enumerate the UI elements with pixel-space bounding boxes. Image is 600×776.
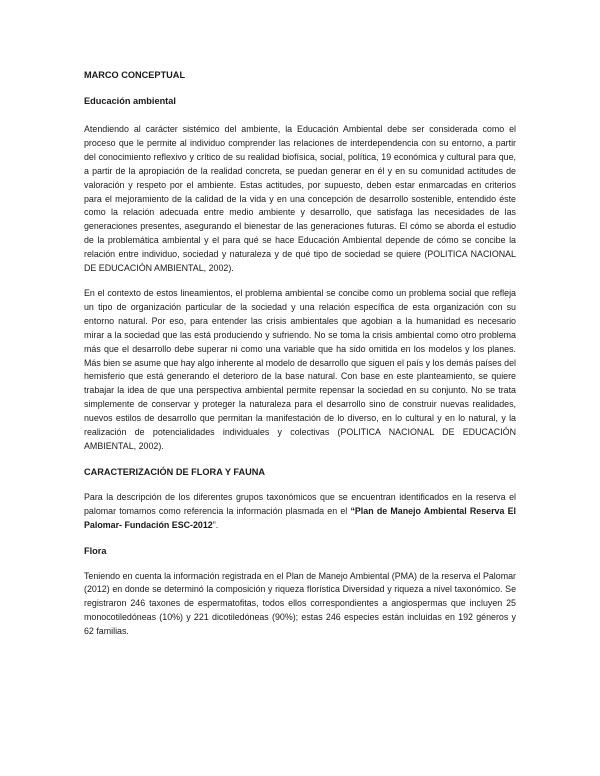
- plan-de-manejo-reference: “Plan de Manejo Ambiental Reserva El Palomar- Fundación ESC-2012: [84, 505, 516, 530]
- section-heading-educacion-ambiental: Educación ambiental: [84, 96, 176, 106]
- document-title: MARCO CONCEPTUAL: [84, 70, 186, 80]
- paragraph-flora: Teniendo en cuenta la información registrada en el Plan de Manejo Ambiental (PMA) de la reserva el Palomar (2012) en donde se determinó la composición y riqueza florística Diversidad y riqueza a nivel taxonómico. Se registraron 246 taxones de espermatofitas, todos ellos correspondientes a angiospermas que incluyen 25 monocotiledóneas (10%) y 221 dicotiledóneas (90%); estas 246 especies están incluidas en 192 géneros y 62 familias.: [84, 570, 516, 637]
- caracterizacion-text: Para la descripción de los diferentes grupos taxonómicos que se encuentran identificados en la reserva el palomar tomamos como referencia la información plasmada en el: [84, 491, 516, 516]
- caracterizacion-text-end: ”.: [212, 519, 219, 530]
- paragraph-educacion-2: En el contexto de estos lineamientos, el problema ambiental se concibe como un problema social que refleja un tipo de organización particular de la sociedad y una relación específica de esta organización con su entorno natural. Por eso, para entender las crisis ambientales que agobian a la humanidad es necesario mirar a la sociedad que las está produciendo y sufriendo. No se toma la crisis ambiental como otro problema más que el desarrollo debe superar ni como una variable que ha sido omitida en los modelos y los planes. Más bien se asume que hay algo inherente al modelo de desarrollo que siguen el país y los demás países del hemisferio que está generando el deterioro de la base natural. Con base en este planteamiento, se quiere trabajar la idea de que una perspectiva ambiental permite repensar la sociedad en su conjunto. No se trata simplemente de conservar y proteger la naturaleza para el desarrollo sino de construir nuevas realidades, nuevos estilos de desarrollo que permitan la manifestación de lo diverso, en lo cultural y en lo natural, y la realización de potencialidades individuales y colectivas (POLITICA NACIONAL DE EDUCACIÓN AMBIENTAL, 2002).: [84, 287, 516, 451]
- section-heading-caracterizacion: CARACTERIZACIÓN DE FLORA Y FAUNA: [84, 466, 266, 477]
- document-body: [84, 69, 516, 639]
- section-heading-flora: Flora: [84, 545, 107, 556]
- paragraph-educacion-1: Atendiendo al carácter sistémico del ambiente, la Educación Ambiental debe ser considerada como el proceso que le permite al individuo comprender las relaciones de interdependencia con su entorno, a partir del conocimiento reflexivo y crítico de su realidad biofísica, social, política, 19 económica y cultural para que, a partir de la apropiación de la realidad concreta, se puedan generar en él y en su comunidad actitudes de valoración y respeto por el ambiente. Estas actitudes, por supuesto, deben estar enmarcadas en criterios para el mejoramiento de la calidad de la vida y en una concepción de desarrollo sostenible, entendido éste como la relación adecuada entre medio ambiente y desarrollo, que satisfaga las necesidades de las generaciones presentes, asegurando el bienestar de las generaciones futuras. El cómo se aborda el estudio de la problemática ambiental y el para qué se hace Educación Ambiental depende de cómo se concibe la relación entre individuo, sociedad y naturaleza y de qué tipo de sociedad se quiere (POLITICA NACIONAL DE EDUCACIÓN AMBIENTAL, 2002).: [84, 124, 516, 274]
- paragraph-caracterizacion: [84, 491, 516, 533]
